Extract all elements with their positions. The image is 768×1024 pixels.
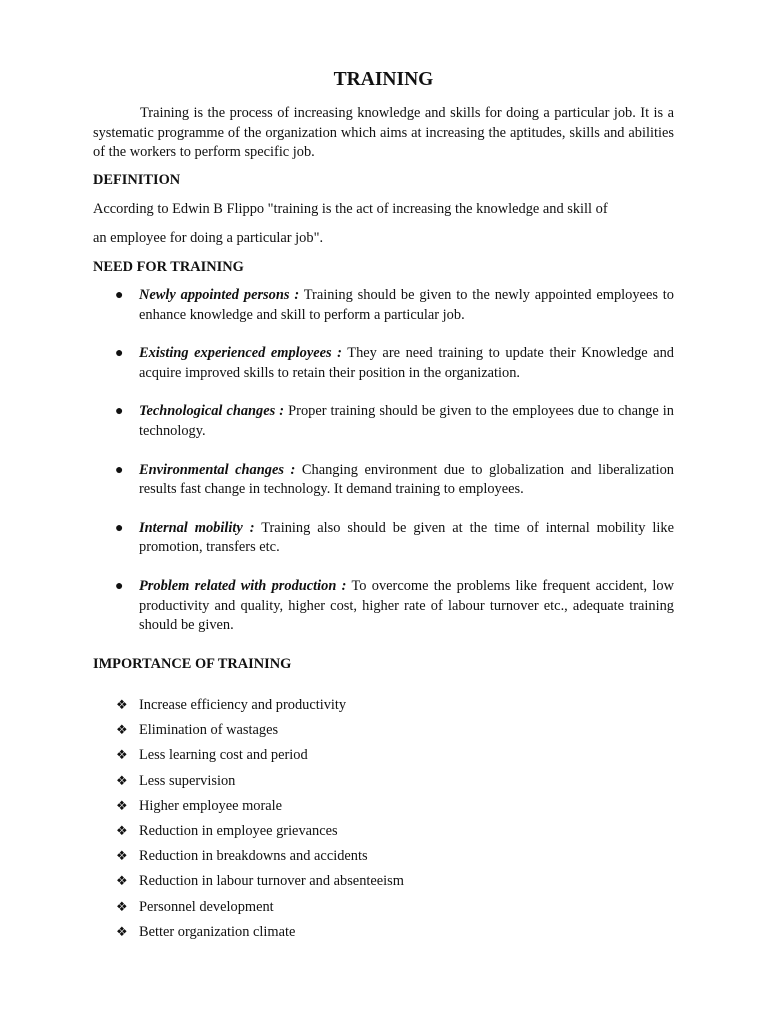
definition-line-2: an employee for doing a particular job".	[93, 230, 324, 246]
bullet-dot-icon: ●	[115, 520, 124, 536]
importance-list	[93, 696, 674, 948]
need-text: Training also should be given at the time of internal mobility like promotion, transfers etc.	[139, 519, 675, 556]
four-diamond-icon: ❖	[116, 698, 128, 713]
need-term: Environmental changes :	[139, 461, 296, 478]
list-item	[93, 286, 674, 325]
importance-text: Less supervision	[139, 772, 236, 789]
need-term: Newly appointed persons :	[139, 287, 300, 303]
four-diamond-icon: ❖	[116, 823, 128, 839]
importance-text: Increase efficiency and productivity	[139, 697, 347, 713]
list-item	[93, 872, 674, 897]
bullet-dot-icon: ●	[115, 404, 124, 420]
importance-text: Less learning cost and period	[139, 747, 308, 764]
bullet-dot-icon: ●	[115, 578, 124, 594]
importance-text: Higher employee morale	[139, 797, 283, 814]
need-text: To overcome the problems like frequent accident, low productivity and quality, higher cost, higher rate of labour turnover etc., adequate training should be given.	[139, 577, 674, 634]
four-diamond-icon: ❖	[116, 874, 128, 890]
list-item	[93, 746, 674, 771]
importance-text: Better organization climate	[139, 923, 296, 940]
list-item	[93, 519, 674, 558]
importance-text: Reduction in employee grievances	[139, 822, 338, 839]
four-diamond-icon: ❖	[116, 899, 128, 915]
need-term: Internal mobility :	[139, 519, 255, 536]
importance-text: Reduction in breakdowns and accidents	[139, 848, 368, 865]
four-diamond-icon: ❖	[116, 723, 128, 739]
need-text: Changing environment due to globalization and liberalization results fast change in technology. It demand training to employees.	[139, 461, 674, 498]
need-term: Problem related with production :	[139, 577, 347, 594]
need-text: Training should be given to the newly appointed employees to enhance knowledge and skill to perform a particular job.	[139, 287, 674, 323]
list-item	[93, 898, 674, 923]
importance-text: Personnel development	[139, 898, 274, 915]
need-text: Proper training should be given to the employees due to change in technology.	[139, 403, 674, 439]
four-diamond-icon: ❖	[116, 798, 128, 814]
four-diamond-icon: ❖	[116, 849, 128, 865]
list-item	[93, 847, 674, 872]
bullet-dot-icon: ●	[115, 346, 124, 362]
four-diamond-icon: ❖	[116, 773, 128, 789]
need-term: Technological changes :	[139, 403, 285, 420]
list-item	[93, 797, 674, 822]
importance-text: Reduction in labour turnover and absenteeism	[139, 873, 404, 890]
definition-line-1: According to Edwin B Flippo "training is the act of increasing the knowledge and skill of	[93, 201, 608, 217]
list-item	[93, 772, 674, 797]
four-diamond-icon: ❖	[116, 924, 128, 940]
list-item	[93, 461, 674, 500]
need-heading: NEED FOR TRAINING	[93, 259, 244, 275]
importance-heading: IMPORTANCE OF TRAINING	[93, 656, 292, 672]
need-term: Existing experienced employees :	[139, 345, 342, 362]
bullet-dot-icon: ●	[115, 288, 124, 303]
definition-heading: DEFINITION	[93, 172, 181, 188]
list-item	[93, 696, 674, 721]
list-item	[93, 402, 674, 441]
need-text: They are need training to update their Knowledge and acquire improved skills to retain their position in the organization.	[139, 345, 674, 381]
intro-paragraph: Training is the process of increasing knowledge and skills for doing a particular job. It is a systematic programme of the organization which aims at increasing the aptitudes, skills and abilities of the workers to perform specific job.	[93, 105, 674, 161]
list-item	[93, 721, 674, 746]
need-list	[93, 286, 674, 655]
list-item	[93, 344, 674, 383]
list-item	[93, 577, 674, 636]
importance-text: Elimination of wastages	[139, 722, 279, 739]
page-title: TRAINING	[333, 69, 434, 90]
bullet-dot-icon: ●	[115, 462, 124, 478]
list-item	[93, 923, 674, 948]
four-diamond-icon: ❖	[116, 748, 128, 764]
list-item	[93, 822, 674, 847]
